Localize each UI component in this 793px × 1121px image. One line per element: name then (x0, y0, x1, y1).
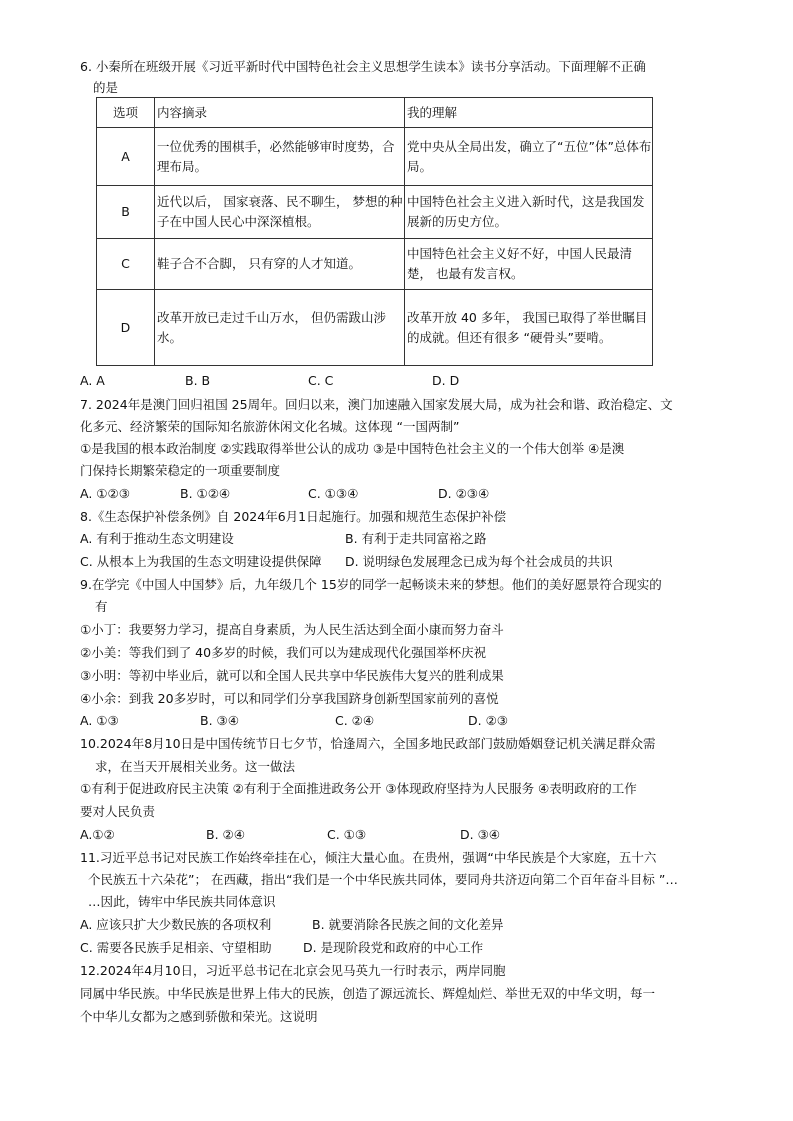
table-row (97, 186, 653, 239)
table-cell-understanding: 改革开放 40 多年， 我国已取得了举世瞩目的成就。但还有很多 “硬骨头”要啃。 (405, 290, 653, 366)
q7-choice-a: A. ①②③ (80, 486, 130, 501)
table-row (97, 128, 653, 186)
q10-choice-d: D. ③④ (460, 827, 500, 842)
table-cell-content: 近代以后， 国家衰落、民不聊生， 梦想的种子在中国人民心中深深植根。 (155, 186, 405, 239)
q9-choice-c: C. ②④ (335, 713, 375, 728)
q7-choice-b: B. ①②④ (180, 486, 231, 501)
q8-choice-d: D. 说明绿色发展理念已成为每个社会成员的共识 (345, 554, 613, 569)
q6-choice-c: C. C (308, 373, 334, 388)
q11-choice-d: D. 是现阶段党和政府的中心工作 (303, 940, 484, 955)
q9-choice-b: B. ③④ (200, 713, 239, 728)
q6-table (96, 97, 653, 366)
q9-option-4: ④小余：到我 20多岁时，可以和同学们分享我国跻身创新型国家前列的喜悦 (80, 691, 499, 706)
table-cell-content: 一位优秀的围棋手，必然能够审时度势，合理布局。 (155, 128, 405, 186)
q7-choice-d: D. ②③④ (438, 486, 490, 501)
q11-choice-b: B. 就要消除各民族之间的文化差异 (312, 917, 504, 932)
q6-stem-line1: 6. 小秦所在班级开展《习近平新时代中国特色社会主义思想学生读本》读书分享活动。下面理解不正确 (80, 59, 646, 74)
q8-stem: 8.《生态保护补偿条例》自 2024年6月1日起施行。加强和规范生态保护补偿 (80, 509, 507, 524)
q9-option-3: ③小明：等初中毕业后，就可以和全国人民共享中华民族伟大复兴的胜利成果 (80, 668, 504, 683)
table-header-option: 选项 (97, 98, 155, 128)
q11-stem-line3: …因此，铸牢中华民族共同体意识 (88, 894, 276, 909)
q8-choice-a: A. 有利于推动生态文明建设 (80, 531, 234, 546)
table-cell-option: D (97, 290, 155, 366)
table-cell-understanding: 党中央从全局出发，确立了“五位”体”总体布局。 (405, 128, 653, 186)
table-header-content: 内容摘录 (155, 98, 405, 128)
q11-stem-line1: 11.习近平总书记对民族工作始终牵挂在心，倾注大量心血。在贵州，强调“中华民族是个大家庭，五十六 (80, 850, 657, 865)
table-cell-content: 改革开放已走过千山万水， 但仍需跋山涉水。 (155, 290, 405, 366)
q7-choice-c: C. ①③④ (308, 486, 359, 501)
q9-choice-a: A. ①③ (80, 713, 119, 728)
q10-choice-c: C. ①③ (327, 827, 367, 842)
q12-stem-line1: 12.2024年4月10日，习近平总书记在北京会见马英九一行时表示，两岸同胞 (80, 963, 506, 978)
q7-options-line1: ①是我国的根本政治制度 ②实践取得举世公认的成功 ③是中国特色社会主义的一个伟大创举 ④是澳 (80, 441, 625, 456)
table-cell-content: 鞋子合不合脚， 只有穿的人才知道。 (155, 239, 405, 290)
q9-choice-d: D. ②③ (468, 713, 508, 728)
q9-option-1: ①小丁：我要努力学习，提高自身素质，为人民生活达到全面小康而努力奋斗 (80, 622, 504, 637)
q10-choice-b: B. ②④ (206, 827, 245, 842)
q7-options-line2: 门保持长期繁荣稳定的一项重要制度 (80, 463, 281, 478)
q7-stem-line2: 化多元、经济繁荣的国际知名旅游休闲文化名城。这体现 “一国两制” (80, 419, 460, 434)
q10-choice-a: A.①② (80, 827, 115, 842)
table-row (97, 290, 653, 366)
table-cell-option: A (97, 128, 155, 186)
q8-choice-b: B. 有利于走共同富裕之路 (345, 531, 487, 546)
table-header-row (97, 98, 653, 128)
q10-stem-line1: 10.2024年8月10日是中国传统节日七夕节，恰逢周六，全国多地民政部门鼓励婚姻登记机关满足群众需 (80, 736, 656, 751)
table-cell-option: C (97, 239, 155, 290)
q9-stem-line2: 有 (95, 599, 108, 614)
q12-stem-line2: 同属中华民族。中华民族是世界上伟大的民族，创造了源远流长、辉煌灿烂、举世无双的中华文明，每一 (80, 986, 656, 1001)
q6-choice-a: A. A (80, 373, 105, 388)
table-header-understanding: 我的理解 (405, 98, 653, 128)
q10-options-line1: ①有利于促进政府民主决策 ②有利于全面推进政务公开 ③体现政府坚持为人民服务 ④表明政府的工作 (80, 781, 637, 796)
table-cell-understanding: 中国特色社会主义好不好，中国人民最清楚， 也最有发言权。 (405, 239, 653, 290)
q9-stem-line1: 9.在学完《中国人中国梦》后，九年级几个 15岁的同学一起畅谈未来的梦想。他们的美好愿景符合现实的 (80, 577, 662, 592)
table-row (97, 239, 653, 290)
q10-options-line2: 要对人民负责 (80, 804, 156, 819)
q11-stem-line2: 个民族五十六朵花”； 在西藏，指出“我们是一个中华民族共同体，要同舟共济迈向第二个百年奋斗目标 ”… (88, 872, 678, 887)
q12-stem-line3: 个中华儿女都为之感到骄傲和荣光。这说明 (80, 1009, 318, 1024)
q11-choice-c: C. 需要各民族手足相亲、守望相助 (80, 940, 272, 955)
q11-choice-a: A. 应该只扩大少数民族的各项权利 (80, 917, 272, 932)
q8-choice-c: C. 从根本上为我国的生态文明建设提供保障 (80, 554, 322, 569)
table-cell-understanding: 中国特色社会主义进入新时代，这是我国发展新的历史方位。 (405, 186, 653, 239)
q10-stem-line2: 求，在当天开展相关业务。这一做法 (95, 759, 296, 774)
q6-choice-d: D. D (432, 373, 460, 388)
q7-stem-line1: 7. 2024年是澳门回归祖国 25周年。回归以来，澳门加速融入国家发展大局，成为社会和谐、政治稳定、文 (80, 397, 673, 412)
q6-choice-b: B. B (185, 373, 211, 388)
table-cell-option: B (97, 186, 155, 239)
q6-stem-line2: 的是 (93, 80, 119, 95)
q9-option-2: ②小美：等我们到了 40多岁的时候，我们可以为建成现代化强国举杯庆祝 (80, 645, 487, 660)
